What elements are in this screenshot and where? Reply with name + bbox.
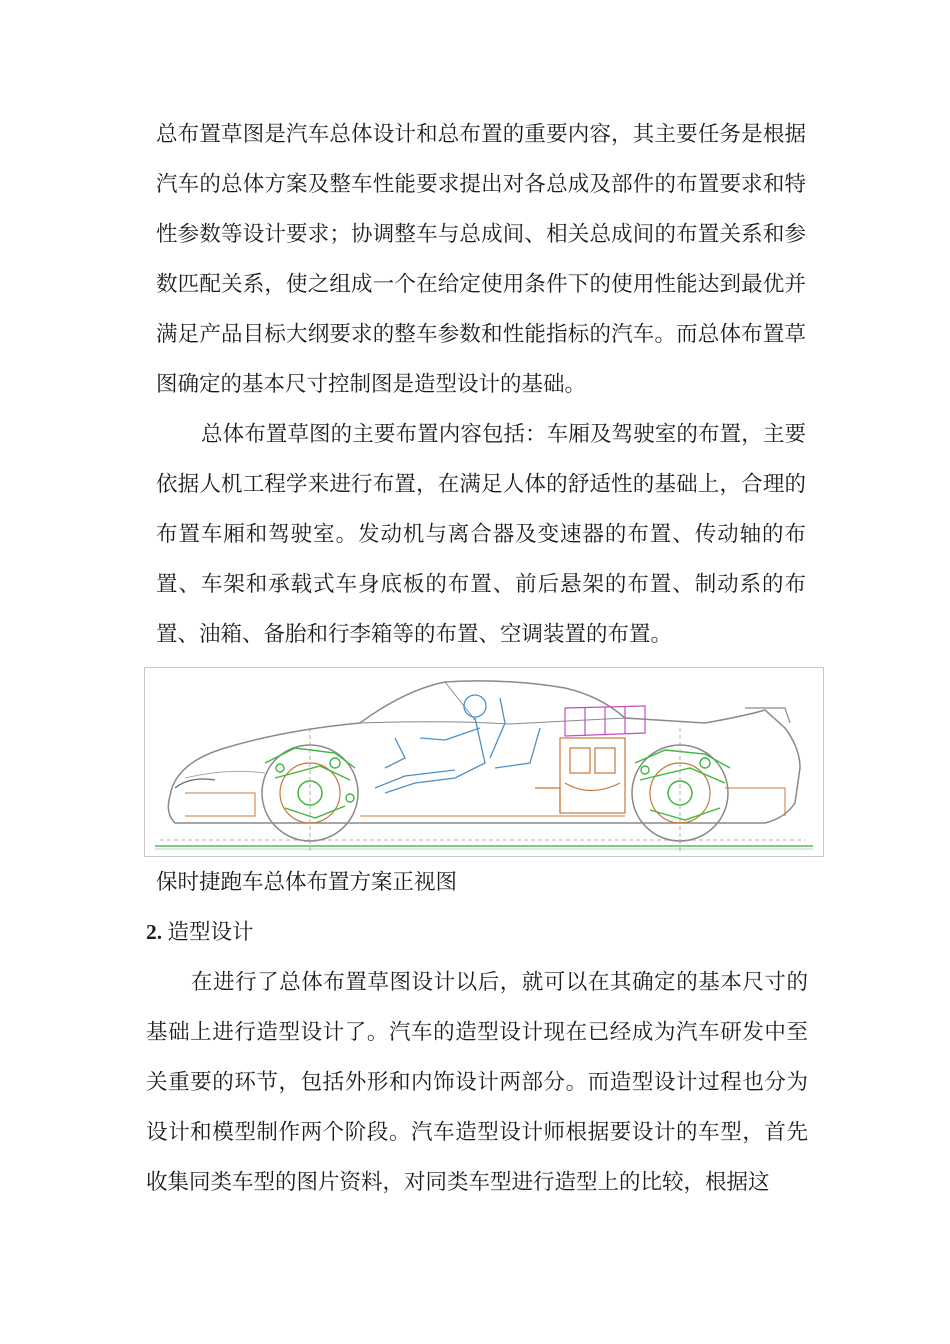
paragraph-layout-contents: 总体布置草图的主要布置内容包括：车厢及驾驶室的布置，主要依据人机工程学来进行布置，在满足人体的舒适性的基础上，合理的布置车厢和驾驶室。发动机与离合器及变速器的布置、传动轴的布置、车架和承载式车身底板的布置、前后悬架的布置、制动系的布置、油箱、备胎和行李箱等的布置、空调装置的布置。 (156, 422, 806, 647)
paragraph-styling-design: 在进行了总体布置草图设计以后，就可以在其确定的基本尺寸的基础上进行造型设计了。汽车的造型设计现在已经成为汽车研发中至关重要的环节，包括外形和内饰设计两部分。而造型设计过程也分为设计和模型制作两个阶段。汽车造型设计师根据要设计的车型，首先收集同类车型的图片资料，对同类车型进行造型上的比较，根据这 (146, 970, 808, 1195)
rear-spoiler (745, 708, 790, 723)
section-number: 2 (146, 920, 157, 944)
chassis-floor (185, 788, 785, 816)
engine-block (535, 738, 625, 813)
driver-figure (375, 695, 540, 793)
rear-suspension (635, 750, 730, 820)
car-layout-figure (144, 667, 824, 857)
figure-caption: 保时捷跑车总体布置方案正视图 (156, 870, 458, 895)
section-title: 造型设计 (167, 920, 254, 945)
paragraph-layout-intro: 总布置草图是汽车总体设计和总布置的重要内容，其主要任务是根据汽车的总体方案及整车性能要求提出对各总成及部件的布置要求和特性参数等设计要求；协调整车与总成间、相关总成间的布置关系和参数匹配关系，使之组成一个在给定使用条件下的使用性能达到最优并满足产品目标大纲要求的整车参数和性能指标的汽车。而总体布置草图确定的基本尺寸控制图是造型设计的基础。 (156, 122, 806, 397)
car-layout-drawing (145, 668, 823, 856)
section-heading: 2. 造型设计 (146, 920, 254, 945)
